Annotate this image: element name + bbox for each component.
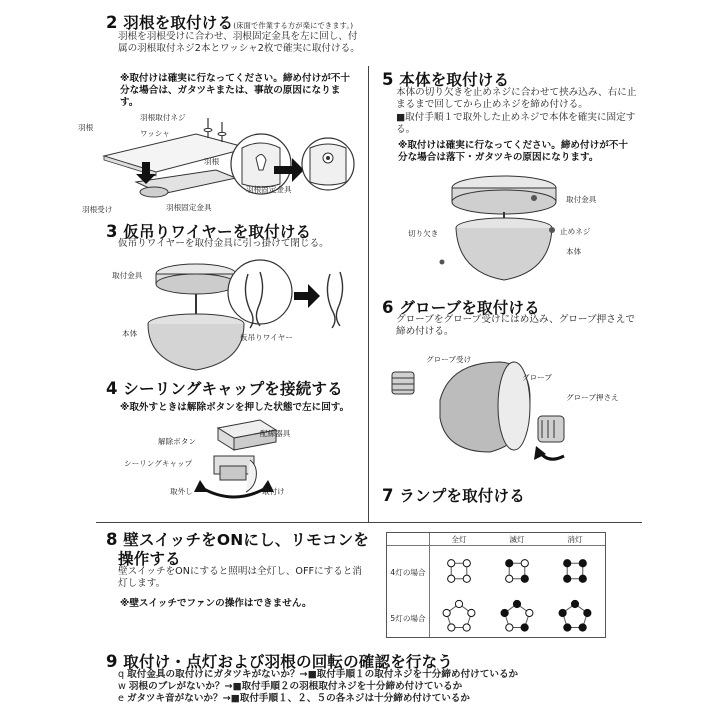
step2-warning: ※取付けは確実に行なってください。締め付けが不十分な場合は、ガタツキまたは、事故の原因になります。 — [120, 73, 350, 109]
check-item — [118, 669, 638, 681]
lamp-off — [564, 624, 571, 631]
lighting-pattern-table — [386, 532, 606, 638]
step3-illustration — [108, 252, 358, 372]
step9-number: 9 — [106, 652, 118, 671]
lamp-off — [579, 575, 586, 582]
row-5-lamps: 5灯の場合 — [390, 614, 426, 623]
lamp-on — [463, 624, 470, 631]
lamp-on — [521, 560, 528, 567]
step2-heading — [106, 11, 353, 33]
step9-title: 取付け・点灯および羽根の回転の確認を行なう — [123, 653, 453, 671]
lamp-off — [506, 560, 513, 567]
step5-body: 本体の切り欠きを止めネジに合わせて挟み込み、右に止まるまで回してから止めネジを締め付ける。 — [396, 87, 637, 111]
lamp-on — [443, 609, 450, 616]
label-globe-receiver: グローブ受け — [426, 355, 472, 364]
label-set-screw: 止めネジ — [560, 227, 591, 236]
label-wire: 仮吊りワイヤー — [240, 333, 293, 342]
step3-title: 仮吊りワイヤーを取付ける — [123, 223, 312, 241]
lamp-on — [463, 560, 470, 567]
step7-number: 7 — [382, 486, 394, 505]
label-notch: 切り欠き — [408, 229, 439, 238]
lamp-on — [526, 609, 533, 616]
step8-body: 壁スイッチをONにすると照明は全灯し、OFFにすると消灯します。 — [118, 566, 362, 590]
check-text: 羽根のブレがないか？→■取付手順２の羽根取付ネジを十分締め付けているか — [128, 681, 463, 693]
check-mark: w — [118, 681, 126, 693]
lamp-on — [463, 575, 470, 582]
step2-title-note: (床面で作業する方が楽にできます。) — [233, 21, 354, 30]
label-blade-fixture: 羽根固定金具 — [166, 203, 212, 212]
lamp-off — [501, 609, 508, 616]
check-item — [118, 681, 638, 693]
step8-title-line2: 操作する — [118, 550, 181, 568]
label-attach: 取付け — [262, 487, 285, 496]
step2-title: 羽根を取付ける — [123, 14, 234, 32]
step3-body: 仮吊りワイヤーを取付金具に引っ掛けて閉じる。 — [118, 238, 329, 249]
label-screw: 羽根取付ネジ — [140, 113, 186, 122]
step6-number: 6 — [382, 298, 394, 317]
step5-body2: ■取付手順１で取外した止めネジで本体を確実に固定する。 — [396, 112, 636, 136]
label-bracket-5: 取付金具 — [566, 195, 597, 204]
lamp-off — [564, 575, 571, 582]
step4-illustration — [110, 416, 360, 506]
label-globe-holder: グローブ押さえ — [566, 393, 619, 402]
label-ceiling-cap: シーリングキャップ — [124, 459, 193, 468]
step6-body: グローブをグローブ受けにはめ込み、グローブ押さえで締め付ける。 — [396, 314, 635, 338]
row-divider — [96, 522, 642, 523]
header-dim: 滅灯 — [509, 535, 525, 544]
step5-warning: ※取付けは確実に行なってください。締め付けが不十分な場合は落下・ガタツキの原因になります。 — [398, 140, 628, 164]
label-blade-inset: 羽根 — [204, 157, 220, 166]
step4-number: 4 — [106, 379, 118, 398]
step8-warning: ※壁スイッチでファンの操作はできません。 — [120, 598, 312, 609]
header-full: 全灯 — [451, 535, 467, 544]
step4-heading — [106, 377, 343, 399]
lamp-on — [506, 575, 513, 582]
step5-title: 本体を取付ける — [399, 71, 510, 89]
step5-illustration — [404, 168, 634, 280]
step2-drawing — [96, 108, 358, 220]
lamp-off — [521, 575, 528, 582]
column-divider — [368, 66, 369, 522]
step4-title: シーリングキャップを接続する — [123, 380, 343, 398]
lamp-off — [579, 624, 586, 631]
lamp-pattern-graphic — [387, 533, 605, 637]
label-globe: グローブ — [522, 373, 552, 382]
lamp-on — [448, 575, 455, 582]
lamp-on — [448, 624, 455, 631]
step6-illustration — [380, 348, 642, 470]
step7-heading — [382, 484, 525, 506]
lamp-off — [571, 600, 578, 607]
step3-drawing — [108, 252, 358, 372]
lamp-off — [521, 624, 528, 631]
check-item — [118, 693, 638, 705]
step5-drawing — [404, 168, 634, 280]
label-wiring-device: 配線器具 — [260, 429, 291, 438]
step4-warning: ※取外すときは解除ボタンを押した状態で左に回す。 — [120, 402, 350, 413]
label-blade: 羽根 — [78, 123, 94, 132]
step7-title: ランプを取付ける — [399, 487, 525, 505]
lamp-off — [559, 609, 566, 616]
step8-number: 8 — [106, 530, 118, 549]
lamp-on — [506, 624, 513, 631]
lamp-off — [564, 560, 571, 567]
step8-heading — [106, 530, 369, 569]
step9-checklist — [118, 669, 638, 706]
lamp-off — [579, 560, 586, 567]
check-mark: e — [118, 693, 124, 705]
step5-number: 5 — [382, 70, 394, 89]
label-remove: 取外し — [170, 487, 193, 496]
label-blade-receiver: 羽根受け — [82, 205, 113, 214]
lamp-on — [468, 609, 475, 616]
label-release-button: 解除ボタン — [158, 437, 196, 446]
lamp-off — [584, 609, 591, 616]
header-off: 消灯 — [567, 535, 583, 544]
label-bracket: 取付金具 — [112, 271, 143, 280]
step6-drawing — [380, 348, 642, 470]
label-body-5: 本体 — [566, 247, 582, 256]
step3-number: 3 — [106, 222, 118, 241]
step6-title: グローブを取付ける — [399, 299, 540, 317]
label-body: 本体 — [122, 329, 138, 338]
step8-title-line1: 壁スイッチをONにし、リモコンを — [123, 531, 370, 549]
lamp-off — [513, 600, 520, 607]
lamp-on — [448, 560, 455, 567]
check-mark: q — [118, 669, 125, 680]
step2-body: 羽根を羽根受けに合わせ、羽根固定金具を左に回し、付属の羽根取付ネジ2本とワッシャ2枚で確実に取付ける。 — [118, 31, 360, 55]
label-washer: ワッシャ — [140, 129, 170, 138]
check-text: 取付金具の取付けにガタツキがないか？→■取付手順１の取付ネジを十分締め付けているか — [127, 669, 519, 680]
check-text: ガタツキ音がないか？→■取付手順１、２、５の各ネジは十分締め付けているか — [126, 693, 470, 705]
lamp-on — [455, 600, 462, 607]
step2-number: 2 — [106, 13, 118, 32]
step2-illustration — [78, 108, 358, 220]
label-blade-fixture-inset: 羽根固定金具 — [246, 185, 292, 194]
row-4-lamps: 4灯の場合 — [390, 568, 426, 577]
